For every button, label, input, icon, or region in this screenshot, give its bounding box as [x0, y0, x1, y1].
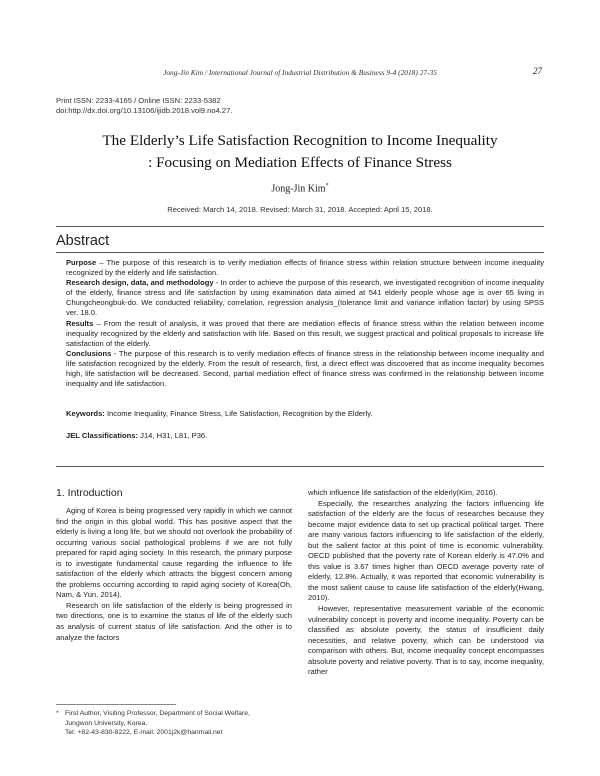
purpose-text: – The purpose of this research is to verify mediation effects of finance stress within relation structure between income inequality recognized by the elderly and life satisfaction.: [66, 258, 544, 278]
jel-classifications: [66, 431, 544, 440]
keywords: [66, 409, 544, 418]
conclusions-label: Conclusions: [66, 348, 112, 358]
left-paragraph-1: Aging of Korea is being progressed very rapidly in which we cannot find the origin in this global world. This has positive aspect that the elderly is living a long life, but we should not overlook the probability of occurring various social pathological problems if we are not fully prepared for rapid aging society. In this research, the primary purpose is to investigate fundamental cause regarding the influence to life satisfaction of the elderly which attracts the biggest concern among the problems occurring according to rapid aging society of Korea(Oh, Nam, & Yun, 2014).: [56, 506, 292, 600]
footnote-line-2: Jungwon University, Korea.: [65, 719, 148, 727]
title-line-1: The Elderly’s Life Satisfaction Recognition to Income Inequality: [102, 132, 498, 149]
footnote: [56, 709, 296, 738]
results-text: – From the result of analysis, it was proved that there are mediation effects of finance stress within the relation between income inequality recognized by the elderly and satisfaction with life. Based on this result, we suggest practical and political proposals to increase life satisfaction of the elderly.: [66, 318, 544, 348]
page-number: 27: [533, 66, 542, 76]
right-paragraph-0: which influence life satisfaction of the elderly(Kim, 2016).: [308, 488, 498, 497]
issn-line: Print ISSN: 2233-4165 / Online ISSN: 2233-5382: [56, 96, 221, 105]
abstract-body: [66, 258, 544, 389]
conclusions-text: - The purpose of this research is to verify mediation effects of finance stress in the relationship between income inequality and life satisfaction recognized by the elderly. From the result of research, first, a direct effect was discovered that as income inequality becomes high, life satisfaction will be decreased. Second, partial mediation effect of finance stress was confirmed in the relationship between income inequality and life satisfaction.: [66, 348, 544, 389]
jel-text: J14, H31, L81, P36.: [138, 431, 208, 440]
intro-heading: 1. Introduction: [56, 487, 123, 499]
issn-block: [56, 96, 232, 116]
keywords-text: Income Inequality, Finance Stress, Life Satisfaction, Recognition by the Elderly.: [104, 409, 373, 418]
purpose-label: Purpose: [66, 258, 97, 267]
title-line-2: : Focusing on Mediation Effects of Finance Stress: [148, 154, 452, 171]
left-paragraph-2: Research on life satisfaction of the elderly is being progressed in two directions, one is to examine the status of life of the elderly such as analysis of current status of life satisfaction. And the other is to analyze the factors: [56, 600, 292, 642]
running-header: Jong-Jin Kim / International Journal of Industrial Distribution & Business 9-4 (2018) 27-35: [163, 68, 437, 77]
abstract-heading: Abstract: [56, 233, 110, 249]
abstract-design: [66, 278, 544, 318]
right-paragraph-2: However, representative measurement variable of the economic vulnerability concept is poverty and income inequality. Poverty can be classified as absolute poverty, the status of insufficient daily necessities, and relative poverty, which can be understood via comparison with others. But, income inequality concept encompasses absolute poverty and relative poverty. That is to say, income inequality, rather: [308, 604, 544, 677]
left-column: [56, 506, 292, 643]
paper-title: [0, 130, 600, 174]
footnote-line-3: Tel: +82-43-830-8222, E-mail: 2001j2k@hanmail.net: [65, 729, 223, 736]
abstract-rule: [56, 252, 544, 253]
footnote-line-1: First Author, Visiting Professor, Department of Social Welfare,: [65, 710, 250, 717]
footnote-mark: *: [56, 710, 59, 717]
doi-line[interactable]: doi:http://dx.doi.org/10.13106/ijidb.2018.vol9.no4.27.: [56, 106, 233, 115]
keywords-label: Keywords:: [66, 409, 105, 418]
author: [0, 183, 600, 194]
author-name: Jong-Jin Kim: [271, 183, 326, 195]
design-label: Research design, data, and methodology: [66, 278, 214, 288]
received-dates: Received: March 14, 2018. Revised: March 31, 2018. Accepted: April 15, 2018.: [167, 205, 433, 214]
section-rule: [56, 466, 544, 467]
abstract-purpose: [66, 258, 544, 278]
results-label: Results: [66, 318, 94, 328]
abstract-conclusions: [66, 349, 544, 389]
top-rule: [56, 226, 544, 227]
right-paragraph-1: Especially, the researches analyzing the factors influencing life satisfaction of the elderly are the focus of researches because they become major evidence data to set up practical political target. There are many various factors influencing to life satisfaction of the elderly, but the salient factor at this point of time is economic vulnerability. OECD published that the poverty rate of Korean elderly is 47.0% and this value is 3.67 times higher than OECD average poverty rate of elderly, 12.8%. Actually, it was reported that economic vulnerability is the most salient cause to cause life satisfaction of the elderly(Hwang, 2010).: [308, 498, 544, 603]
abstract-results: [66, 319, 544, 349]
right-column: [308, 488, 544, 678]
design-text: - In order to achieve the purpose of this research, we investigated recognition of income inequality of the elderly, finance stress and life satisfaction by using examination data aimed at 541 elderly people whose age is over 65 living in Chungcheongbuk-do. We conducted reliability, correlation, regression analysis_(tolerance limit and variance inflation factor) by using SPSS ver. 18.0.: [66, 278, 544, 318]
jel-label: JEL Classifications:: [66, 431, 139, 440]
author-mark: *: [325, 183, 329, 189]
footnote-rule: [56, 704, 176, 705]
